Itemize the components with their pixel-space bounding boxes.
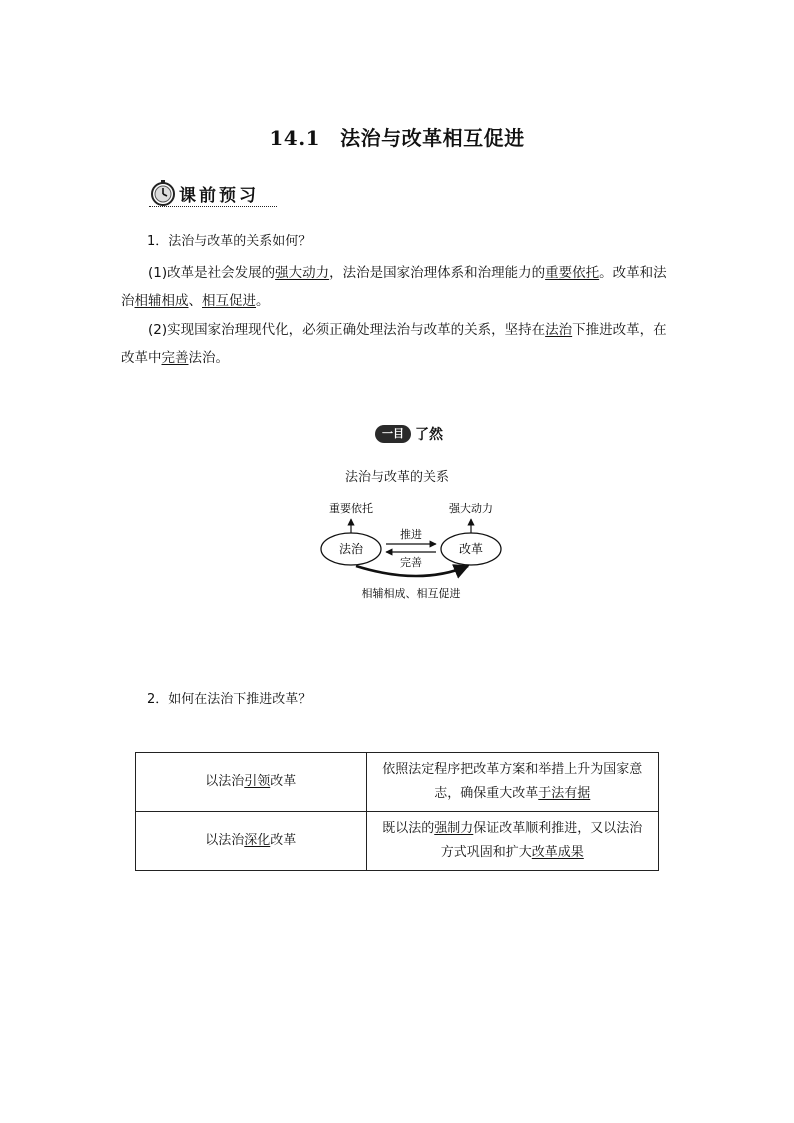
blank-answer: 强大动力	[275, 265, 330, 281]
table-cell-description	[366, 812, 658, 871]
text-segment: (1)改革是社会发展的	[148, 265, 276, 281]
blank-answer: 重要依托	[545, 265, 600, 281]
text-segment: 以法治	[205, 833, 245, 848]
question-2: 2．如何在法治下推进改革？	[147, 692, 312, 707]
arrow-bottom-label: 完善	[400, 556, 422, 569]
answer-1-paragraph-1	[121, 259, 671, 315]
banner-divider	[149, 206, 277, 207]
relationship-diagram	[300, 494, 520, 604]
text-segment: 法治。	[188, 350, 229, 366]
right-top-label: 强大动力	[449, 502, 493, 515]
diagram-title: 法治与改革的关系	[344, 470, 449, 485]
table-cell-description	[366, 753, 658, 812]
table-cell-method	[136, 812, 367, 871]
section-number: 14.1	[269, 126, 321, 150]
text-segment: 改革	[270, 833, 297, 848]
text-segment: 。	[256, 293, 270, 309]
text-segment: 依照法定程序把改革方案和举措上升为国家意志，确保重大改革	[382, 762, 643, 801]
glance-pill: 一目	[375, 425, 411, 443]
measures-table	[135, 752, 659, 871]
text-segment: 下推进改革，在改革中	[121, 322, 667, 366]
right-node-label: 改革	[458, 542, 484, 556]
blank-answer: 相互促进	[202, 293, 256, 309]
stopwatch-icon	[149, 179, 177, 207]
bottom-label: 相辅相成、相互促进	[361, 587, 461, 600]
table-row	[136, 812, 659, 871]
diagram-svg	[300, 494, 520, 604]
text-segment: 既以法的	[382, 821, 435, 836]
blank-answer: 于法有据	[538, 786, 591, 801]
blank-answer: 引领	[244, 774, 271, 789]
text-segment: (2)实现国家治理现代化，必须正确处理法治与改革的关系，坚持在	[148, 322, 546, 338]
blank-answer: 法治	[545, 322, 573, 338]
text-segment: ，法治是国家治理体系和治理能力的	[329, 265, 546, 281]
banner-label: 课前预习	[179, 186, 259, 206]
blank-answer: 改革成果	[531, 845, 584, 860]
at-a-glance-banner	[375, 424, 465, 446]
text-segment: 改革	[270, 774, 297, 789]
blank-answer: 深化	[244, 833, 271, 848]
left-top-label: 重要依托	[329, 502, 373, 515]
section-title: 法治与改革相互促进	[340, 126, 525, 150]
left-node-label: 法治	[338, 542, 364, 556]
blank-answer: 强制力	[434, 821, 474, 836]
blank-answer: 相辅相成	[134, 293, 189, 309]
preview-banner	[147, 177, 282, 211]
text-segment: 以法治	[205, 774, 245, 789]
blank-answer: 完善	[161, 350, 189, 366]
question-1: 1．法治与改革的关系如何？	[147, 234, 312, 249]
page-title	[0, 122, 794, 151]
answer-1-paragraph-2	[121, 316, 671, 372]
glance-text: 了然	[415, 427, 443, 443]
table-cell-method	[136, 753, 367, 812]
text-segment: 保证改革顺利推进，又以法治方式巩固和扩大	[440, 821, 643, 860]
arrow-top-label: 推进	[400, 528, 422, 541]
text-segment: 、	[188, 293, 202, 309]
text-segment: 。改革和法治	[121, 265, 667, 309]
table-row	[136, 753, 659, 812]
